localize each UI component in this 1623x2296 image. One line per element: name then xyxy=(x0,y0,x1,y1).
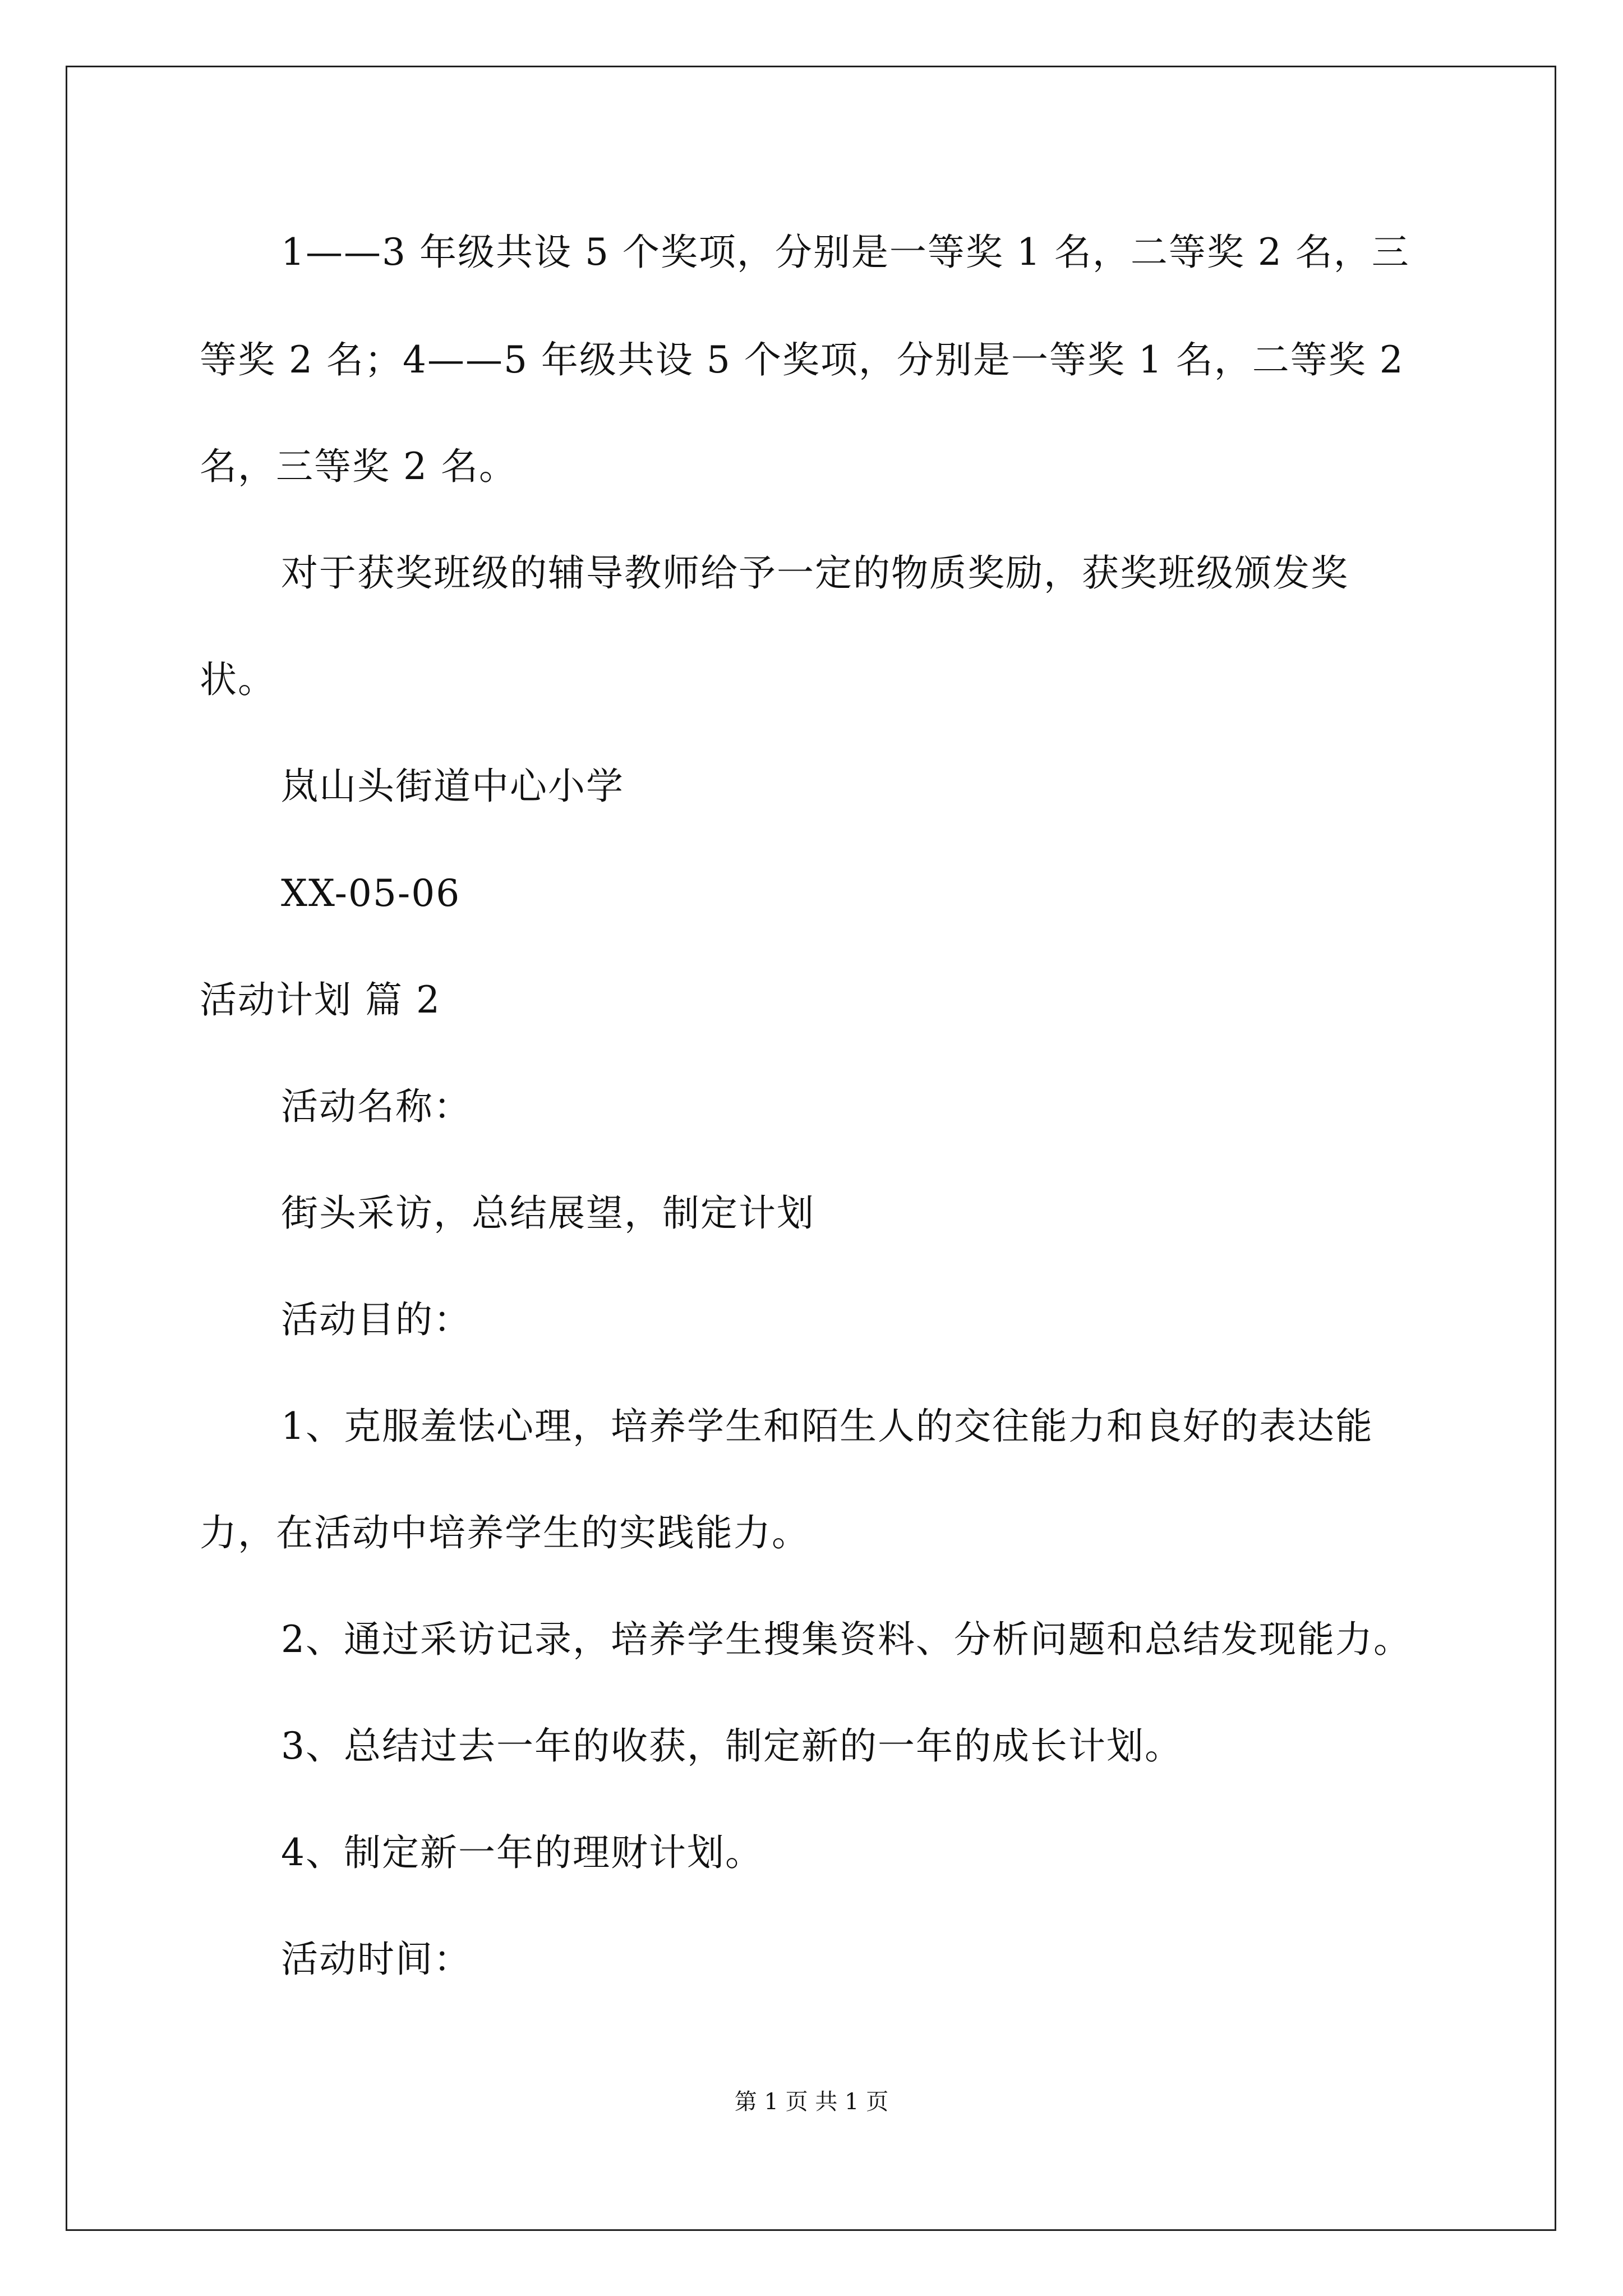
paragraph-line: 名，三等奖 2 名。 xyxy=(200,445,517,488)
page-number-footer: 第 1 页 共 1 页 xyxy=(734,2089,889,2115)
paragraph-line: 活动目的： xyxy=(281,1298,472,1341)
paragraph-line: 状。 xyxy=(200,658,276,701)
paragraph-line: 1、克服羞怯心理，培养学生和陌生人的交往能力和良好的表达能 xyxy=(281,1405,1373,1448)
paragraph-line: 对于获奖班级的辅导教师给予一定的物质奖励，获奖班级颁发奖 xyxy=(281,551,1349,595)
paragraph-line: 街头采访，总结展望，制定计划 xyxy=(281,1191,815,1235)
school-name: 岚山头街道中心小学 xyxy=(281,765,624,808)
page-border xyxy=(66,66,1556,2231)
date-line: XX-05-06 xyxy=(281,872,461,915)
paragraph-line: 4、制定新一年的理财计划。 xyxy=(281,1831,763,1874)
section-heading: 活动计划 篇 2 xyxy=(200,978,441,1022)
paragraph-line: 等奖 2 名；4——5 年级共设 5 个奖项，分别是一等奖 1 名，二等奖 2 xyxy=(200,338,1404,381)
paragraph-line: 活动名称： xyxy=(281,1085,472,1128)
paragraph-line: 1——3 年级共设 5 个奖项，分别是一等奖 1 名，二等奖 2 名，三 xyxy=(281,231,1410,274)
paragraph-line: 活动时间： xyxy=(281,1938,472,1981)
paragraph-line: 力，在活动中培养学生的实践能力。 xyxy=(200,1511,810,1554)
paragraph-line: 3、总结过去一年的收获，制定新的一年的成长计划。 xyxy=(281,1724,1183,1768)
paragraph-line: 2、通过采访记录，培养学生搜集资料、分析问题和总结发现能力。 xyxy=(281,1618,1412,1661)
